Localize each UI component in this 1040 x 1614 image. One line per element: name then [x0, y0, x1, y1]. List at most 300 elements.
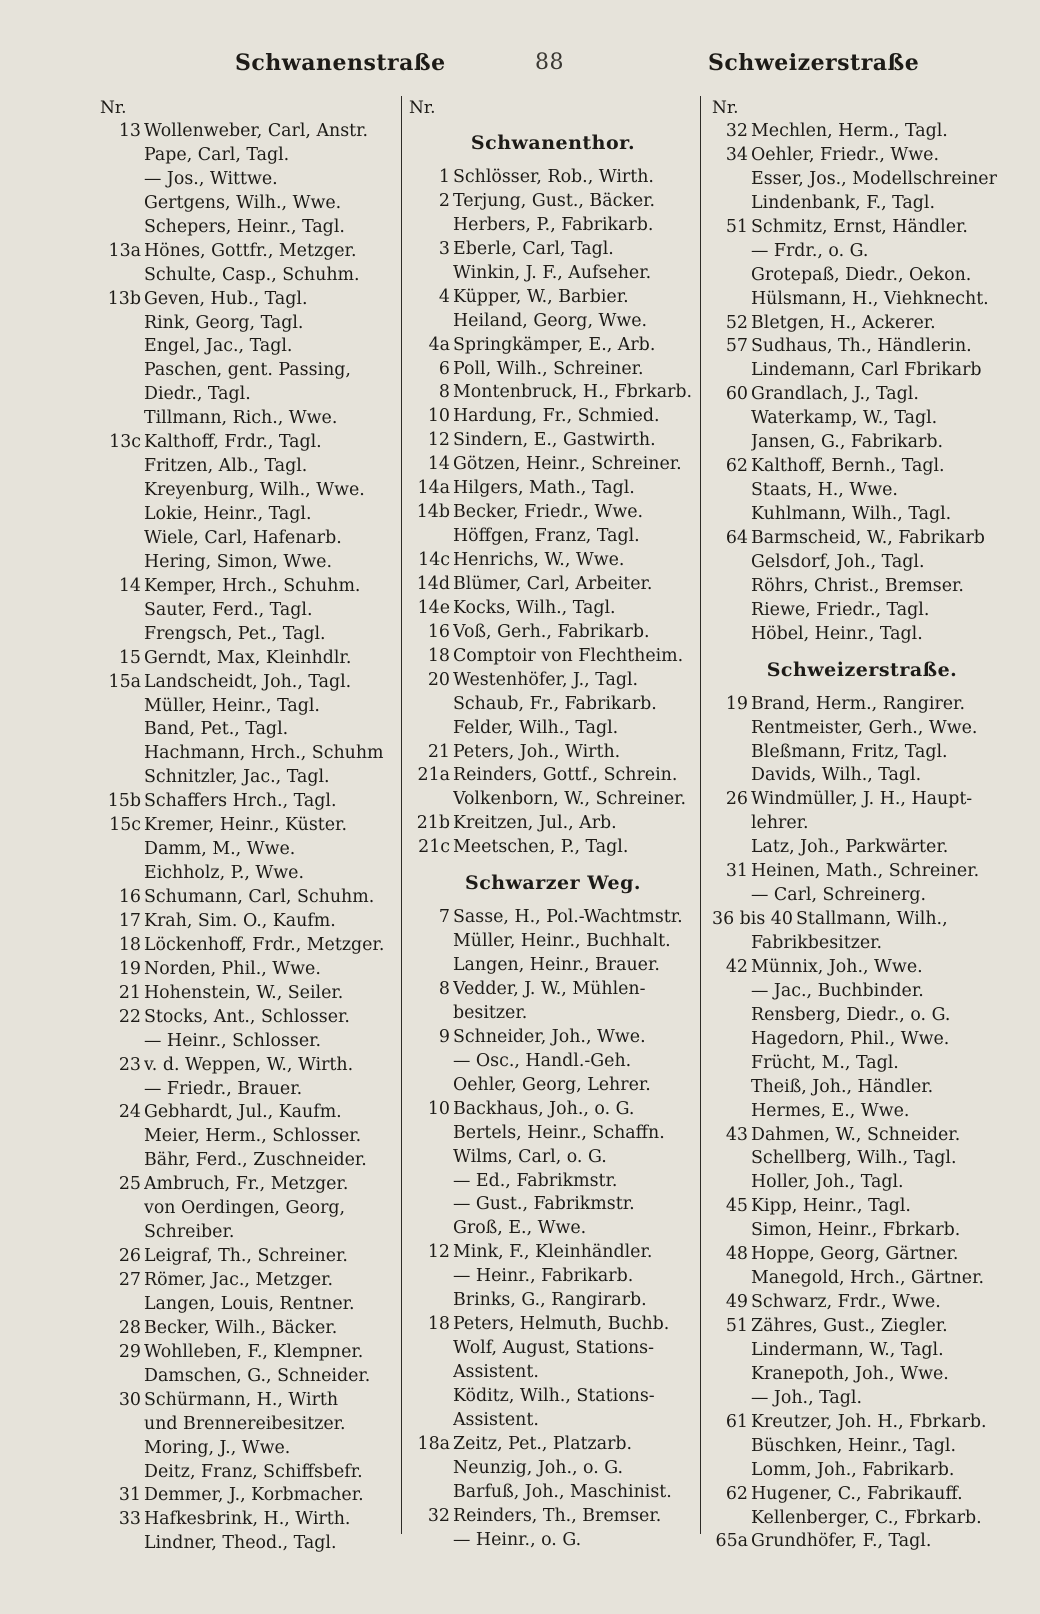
house-number [712, 1219, 751, 1243]
resident-entry: — Heinr., Fabrikarb. [453, 1266, 634, 1287]
directory-entry [712, 527, 1012, 551]
resident-entry: Lindner, Theod., Tagl. [144, 1533, 337, 1554]
house-number: 26 [725, 789, 748, 810]
house-number [409, 1002, 453, 1026]
house-number: 57 [725, 336, 748, 357]
house-number [712, 575, 751, 599]
house-number [712, 1339, 751, 1363]
directory-entry [712, 1315, 1012, 1339]
house-number: 43 [725, 1124, 748, 1145]
house-number: 15a [108, 671, 141, 692]
house-number: 8 [438, 979, 450, 999]
resident-entry: Davids, Wilh., Tagl. [751, 765, 922, 786]
resident-entry: Staats, H., Wwe. [751, 480, 898, 501]
directory-entry [409, 1050, 697, 1074]
house-number: 1 [438, 167, 450, 187]
directory-entry [712, 1530, 1012, 1554]
directory-entry [100, 1532, 398, 1556]
house-number [100, 1078, 144, 1102]
house-number [712, 1004, 751, 1028]
resident-entry: Meier, Herm., Schlosser. [144, 1126, 362, 1147]
directory-entry [100, 575, 398, 599]
house-number [712, 884, 751, 908]
resident-entry: Manegold, Hrch., Gärtner. [751, 1268, 985, 1289]
directory-entry [409, 717, 697, 741]
house-number [712, 288, 751, 312]
directory-entry [712, 455, 1012, 479]
directory-entry [712, 120, 1012, 144]
directory-entry [100, 718, 398, 742]
column-nr-label: Nr. [712, 98, 739, 118]
house-number [100, 1532, 144, 1556]
house-number [409, 1050, 453, 1074]
directory-entry [712, 1100, 1012, 1124]
directory-entry [409, 334, 697, 358]
resident-entry: Vedder, J. W., Mühlen- [453, 979, 646, 999]
resident-entry: Becker, Wilh., Bäcker. [144, 1317, 338, 1338]
house-number [100, 1293, 144, 1317]
directory-entry [409, 1074, 697, 1098]
resident-entry: Hönes, Gottfr., Metzger. [144, 240, 357, 261]
house-number: 21 [427, 741, 450, 762]
resident-entry: Voß, Gerh., Fabrikarb. [453, 621, 650, 642]
resident-entry: — Osc., Handl.-Geh. [453, 1050, 632, 1071]
directory-entry [409, 1409, 697, 1433]
house-number: 30 [118, 1389, 141, 1410]
resident-entry: Esser, Jos., Modellschreiner [751, 168, 997, 189]
directory-entry [100, 695, 398, 719]
house-number [712, 264, 751, 288]
house-number [409, 1385, 453, 1409]
house-number: 26 [118, 1246, 141, 1267]
resident-entry: Kellenberger, C., Fbrkarb. [751, 1507, 982, 1528]
running-head-right: Schweizerstraße [708, 50, 920, 76]
directory-entry [100, 335, 398, 359]
directory-entry [100, 1437, 398, 1461]
directory-entry [712, 503, 1012, 527]
directory-entry [712, 1052, 1012, 1076]
house-number [409, 693, 453, 717]
house-number [712, 1387, 751, 1411]
house-number [100, 862, 144, 886]
resident-entry: Pape, Carl, Tagl. [144, 144, 290, 165]
house-number [100, 551, 144, 575]
directory-entry [409, 978, 697, 1002]
resident-entry: — Jac., Buchbinder. [751, 980, 924, 1001]
directory-entry [409, 525, 697, 549]
directory-entry [712, 1243, 1012, 1267]
directory-entry [712, 431, 1012, 455]
directory-entry [100, 1269, 398, 1293]
directory-entry [712, 908, 1012, 932]
house-number: 31 [118, 1485, 141, 1506]
house-number [409, 1457, 453, 1481]
directory-entry [100, 1245, 398, 1269]
directory-entry [409, 836, 697, 860]
directory-entry [409, 214, 697, 238]
directory-entry [409, 1217, 697, 1241]
directory-entry [100, 407, 398, 431]
house-number [100, 264, 144, 288]
resident-entry: Bletgen, H., Ackerer. [751, 312, 936, 333]
directory-entry [100, 1030, 398, 1054]
directory-entry [100, 958, 398, 982]
house-number [100, 192, 144, 216]
directory-entry [712, 1363, 1012, 1387]
resident-entry: besitzer. [453, 1002, 528, 1023]
resident-entry: — Friedr., Brauer. [144, 1078, 303, 1099]
house-number [409, 262, 453, 286]
resident-entry: Hagedorn, Phil., Wwe. [751, 1028, 950, 1049]
directory-entry [100, 359, 398, 383]
resident-entry: Büschken, Heinr., Tagl. [751, 1435, 956, 1456]
resident-entry: Hachmann, Hrch., Schuhm [144, 743, 384, 764]
resident-entry: Reinders, Th., Bremser. [453, 1505, 662, 1526]
resident-entry: — Carl, Schreinerg. [751, 885, 927, 906]
resident-entry: Kalthoff, Bernh., Tagl. [751, 456, 945, 477]
resident-entry: Kipp, Heinr., Tagl. [751, 1196, 911, 1217]
house-number: 21 [118, 982, 141, 1003]
house-number: 48 [725, 1244, 748, 1265]
resident-entry: Hafkesbrink, H., Wirth. [144, 1509, 351, 1530]
resident-entry: Latz, Joh., Parkwärter. [751, 837, 949, 858]
house-number: 32 [427, 1505, 450, 1526]
directory-entry [409, 1026, 697, 1050]
resident-entry: Köditz, Wilh., Stations- [453, 1385, 655, 1406]
directory-entry [712, 1124, 1012, 1148]
page-number: 88 [535, 50, 564, 75]
directory-entry [100, 814, 398, 838]
resident-entry: — Joh., Tagl. [751, 1387, 862, 1408]
resident-entry: Schmitz, Ernst, Händler. [751, 216, 968, 237]
resident-entry: Springkämper, E., Arb. [453, 334, 656, 355]
resident-entry: Becker, Friedr., Wwe. [453, 502, 644, 523]
resident-entry: Reinders, Gottf., Schrein. [453, 765, 678, 786]
resident-entry: Götzen, Heinr., Schreiner. [453, 454, 682, 475]
resident-entry: Hilgers, Math., Tagl. [453, 478, 635, 499]
directory-entry [712, 240, 1012, 264]
directory-entry [100, 742, 398, 766]
resident-entry: Stallmann, Wilh., [795, 909, 948, 930]
directory-entry [409, 597, 697, 621]
directory-entry [100, 862, 398, 886]
resident-entry: Lokie, Heinr., Tagl. [144, 504, 312, 524]
house-number: 27 [118, 1270, 141, 1290]
resident-entry: Höffgen, Franz, Tagl. [453, 526, 640, 547]
directory-entry [100, 216, 398, 240]
directory-entry [409, 764, 697, 788]
resident-entry: Oehler, Friedr., Wwe. [751, 144, 939, 165]
resident-entry: Neunzig, Joh., o. G. [453, 1457, 624, 1478]
directory-entry [409, 1122, 697, 1146]
house-number [100, 335, 144, 359]
directory-entry [712, 479, 1012, 503]
directory-entry [100, 1125, 398, 1149]
resident-entry: Theiß, Joh., Händler. [751, 1076, 934, 1097]
directory-entry [100, 1317, 398, 1341]
resident-entry: Krah, Sim. O., Kaufm. [144, 910, 336, 931]
column-divider [700, 96, 701, 1534]
resident-entry: Mink, F., Kleinhändler. [453, 1242, 653, 1263]
resident-entry: Deitz, Franz, Schiffsbefr. [144, 1461, 363, 1482]
house-number: 24 [118, 1102, 141, 1123]
resident-entry: Comptoir von Flechtheim. [453, 645, 684, 666]
resident-entry: Bertels, Heinr., Schaffn. [453, 1122, 665, 1143]
house-number [100, 718, 144, 742]
directory-entry [712, 1459, 1012, 1483]
resident-entry: Eichholz, P., Wwe. [144, 863, 304, 884]
house-number: 13 [118, 121, 141, 141]
directory-entry [712, 312, 1012, 336]
resident-entry: Schürmann, H., Wirth [144, 1389, 339, 1410]
directory-entry [712, 980, 1012, 1004]
directory-entry [712, 836, 1012, 860]
resident-entry: Assistent. [453, 1409, 539, 1430]
house-number [712, 551, 751, 575]
directory-entry [712, 1411, 1012, 1435]
resident-entry: Rentmeister, Gerh., Wwe. [751, 717, 978, 738]
directory-entry [100, 623, 398, 647]
house-number [712, 1076, 751, 1100]
house-number [712, 1028, 751, 1052]
house-number [409, 1337, 453, 1361]
house-number [712, 1435, 751, 1459]
directory-entry [100, 910, 398, 934]
directory-entry [712, 1435, 1012, 1459]
house-number [712, 764, 751, 788]
house-number [409, 717, 453, 741]
resident-entry: lehrer. [751, 813, 809, 834]
house-number [712, 741, 751, 765]
house-number: 62 [725, 1483, 748, 1504]
house-number [100, 312, 144, 336]
house-number: 60 [725, 384, 748, 405]
house-number: 6 [438, 358, 450, 379]
resident-entry: Oehler, Georg, Lehrer. [453, 1074, 651, 1095]
resident-entry: Ambruch, Fr., Metzger. [144, 1174, 349, 1195]
directory-entry [712, 192, 1012, 216]
resident-entry: Brinks, G., Rangirarb. [453, 1290, 647, 1311]
resident-entry: Barmscheid, W., Fabrikarb [751, 527, 985, 548]
resident-entry: Wiele, Carl, Hafenarb. [144, 527, 342, 548]
house-number [409, 1289, 453, 1313]
directory-entry [100, 455, 398, 479]
resident-entry: Frengsch, Pet., Tagl. [144, 623, 326, 644]
house-number [100, 599, 144, 623]
house-number [409, 1409, 453, 1433]
resident-entry: Zeitz, Pet., Platzarb. [453, 1433, 633, 1454]
resident-entry: Norden, Phil., Wwe. [144, 958, 321, 979]
directory-entry [712, 812, 1012, 836]
directory-entry [409, 1289, 697, 1313]
resident-entry: Hermes, E., Wwe. [751, 1100, 910, 1121]
house-number [712, 240, 751, 264]
house-number: 18a [417, 1433, 450, 1454]
resident-entry: Fabrikbesitzer. [751, 933, 883, 953]
resident-entry: Diedr., Tagl. [144, 384, 251, 405]
resident-entry: v. d. Weppen, W., Wirth. [144, 1054, 354, 1075]
directory-entry [100, 120, 398, 144]
house-number [409, 788, 453, 812]
directory-entry [409, 477, 697, 501]
house-number: 15b [107, 791, 141, 812]
house-number [100, 527, 144, 551]
directory-entry [100, 790, 398, 814]
house-number: 12 [427, 430, 450, 451]
resident-entry: Hohenstein, W., Seiler. [144, 982, 344, 1003]
house-number: 31 [725, 861, 748, 882]
house-number: 15c [109, 815, 141, 836]
house-number [712, 168, 751, 192]
directory-entry [712, 335, 1012, 359]
directory-entry [100, 886, 398, 910]
street-heading: Schwanenthor. [470, 132, 636, 154]
house-number [100, 407, 144, 431]
resident-entry: Hülsmann, H., Viehknecht. [751, 288, 989, 309]
resident-entry: von Oerdingen, Georg, [144, 1198, 346, 1219]
resident-entry: — Ed., Fabrikmstr. [453, 1170, 618, 1191]
resident-entry: Gelsdorf, Joh., Tagl. [751, 551, 925, 572]
house-number [100, 1197, 144, 1221]
house-number: 29 [118, 1341, 141, 1362]
resident-entry: Blümer, Carl, Arbeiter. [453, 573, 653, 594]
directory-entry [409, 1265, 697, 1289]
resident-entry: Lindermann, W., Tagl. [751, 1339, 944, 1360]
house-number [409, 1361, 453, 1385]
directory-entry [409, 906, 697, 930]
resident-entry: Kranepoth, Joh., Wwe. [751, 1363, 949, 1384]
resident-entry: Simon, Heinr., Fbrkarb. [751, 1220, 961, 1241]
directory-entry [100, 838, 398, 862]
house-number [100, 1221, 144, 1245]
directory-entry [409, 405, 697, 429]
resident-entry: Lindenbank, F., Tagl. [751, 192, 936, 213]
house-number [100, 623, 144, 647]
resident-entry: Henrichs, W., Wwe. [453, 550, 625, 570]
directory-entry [409, 1193, 697, 1217]
resident-entry: und Brennereibesitzer. [144, 1413, 346, 1434]
resident-entry: Bleßmann, Fritz, Tagl. [751, 741, 948, 762]
directory-entry [409, 262, 697, 286]
resident-entry: Eberle, Carl, Tagl. [453, 238, 614, 259]
resident-entry: Kemper, Hrch., Schuhm. [144, 575, 361, 596]
column-divider [401, 96, 402, 1534]
house-number [409, 1265, 453, 1289]
directory-entry [409, 166, 697, 190]
directory-entry [712, 599, 1012, 623]
column-2 [409, 96, 697, 1553]
resident-entry: Gerndt, Max, Kleinhdlr. [144, 647, 352, 668]
directory-entry [100, 1197, 398, 1221]
house-number [100, 144, 144, 168]
house-number: 18 [118, 934, 141, 955]
directory-entry [409, 381, 697, 405]
resident-entry: Schwarz, Frdr., Wwe. [751, 1292, 941, 1313]
house-number [712, 431, 751, 455]
house-number [409, 310, 453, 334]
directory-entry [409, 453, 697, 477]
house-number [409, 1146, 453, 1170]
house-number [712, 1100, 751, 1124]
directory-entry [409, 621, 697, 645]
resident-entry: Römer, Jac., Metzger. [144, 1270, 334, 1290]
house-number: 8 [438, 382, 450, 403]
house-number [712, 479, 751, 503]
house-number: 51 [725, 216, 748, 237]
house-number: 13c [109, 432, 141, 453]
resident-entry: Schepers, Heinr., Tagl. [144, 216, 345, 237]
house-number [409, 214, 453, 238]
running-head-left: Schwanenstraße [235, 50, 446, 76]
resident-entry: Schaffers Hrch., Tagl. [144, 791, 337, 812]
directory-entry [712, 1291, 1012, 1315]
resident-entry: Wilms, Carl, o. G. [453, 1146, 607, 1167]
directory-entry [100, 551, 398, 575]
directory-entry [712, 144, 1012, 168]
resident-entry: Windmüller, J. H., Haupt- [751, 789, 973, 810]
resident-entry: Felder, Wilh., Tagl. [453, 717, 619, 738]
directory-entry [712, 575, 1012, 599]
resident-entry: Tillmann, Rich., Wwe. [144, 408, 338, 429]
house-number: 2 [438, 190, 450, 211]
house-number: 13a [108, 240, 141, 261]
directory-entry [712, 288, 1012, 312]
directory-entry [100, 1006, 398, 1030]
directory-entry [409, 429, 697, 453]
resident-entry: Grotepaß, Diedr., Oekon. [751, 264, 972, 285]
house-number [100, 479, 144, 503]
house-number: 28 [118, 1317, 141, 1338]
resident-entry: Damm, M., Wwe. [144, 839, 296, 860]
resident-entry: Kuhlmann, Wilh., Tagl. [751, 504, 952, 524]
resident-entry: Winkin, J. F., Aufseher. [453, 262, 652, 283]
directory-entry [712, 717, 1012, 741]
house-number: 25 [118, 1174, 141, 1195]
resident-entry: Brand, Herm., Rangirer. [751, 693, 965, 714]
directory-entry [409, 1457, 697, 1481]
resident-entry: Lomm, Joh., Fabrikarb. [751, 1459, 955, 1480]
directory-entry [409, 812, 697, 836]
resident-entry: Band, Pet., Tagl. [144, 719, 289, 740]
directory-entry [100, 1508, 398, 1532]
house-number: 34 [725, 144, 748, 165]
house-number: 14c [418, 550, 450, 570]
house-number: 4 [438, 286, 450, 307]
house-number: 62 [725, 456, 748, 477]
directory-entry [100, 144, 398, 168]
resident-entry: Höbel, Heinr., Tagl. [751, 623, 923, 644]
resident-entry: Löckenhoff, Frdr., Metzger. [144, 934, 385, 955]
directory-entry [409, 1505, 697, 1529]
directory-entry [712, 359, 1012, 383]
resident-entry: Schlösser, Rob., Wirth. [453, 167, 654, 187]
resident-entry: Backhaus, Joh., o. G. [453, 1098, 635, 1119]
house-number [100, 455, 144, 479]
directory-entry [100, 1293, 398, 1317]
resident-entry: Wohlleben, F., Klempner. [144, 1341, 364, 1362]
resident-entry: Barfuß, Joh., Maschinist. [453, 1481, 672, 1502]
resident-entry: Dahmen, W., Schneider. [751, 1124, 961, 1145]
resident-entry: Waterkamp, W., Tagl. [751, 408, 938, 429]
house-number [712, 1507, 751, 1531]
house-number [100, 359, 144, 383]
directory-entry [712, 1028, 1012, 1052]
resident-entry: Heiland, Georg, Wwe. [453, 310, 648, 331]
house-number [409, 1170, 453, 1194]
house-number [712, 1052, 751, 1076]
directory-entry [409, 1385, 697, 1409]
house-number [409, 954, 453, 978]
